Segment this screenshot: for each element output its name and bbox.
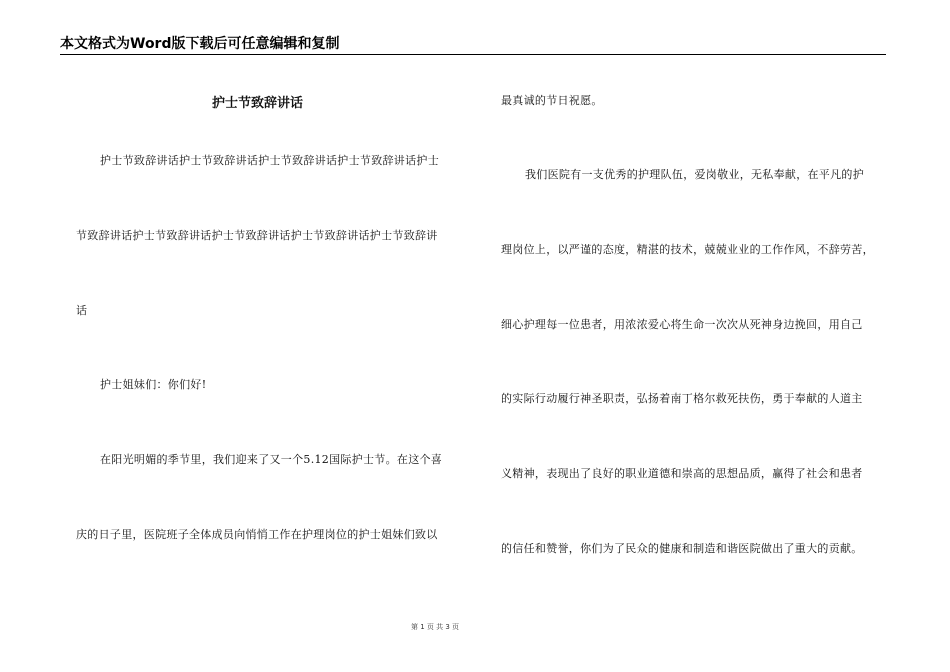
paragraph-line: 的信任和赞誉，你们为了民众的健康和制造和谐医院做出了重大的贡献。 [501,542,863,555]
paragraph-line: 在阳光明媚的季节里，我们迎来了又一个5.12国际护士节。在这个喜 [100,453,443,466]
paragraph-line: 细心护理每一位患者，用浓浓爱心将生命一次次从死神身边挽回，用自己 [501,318,863,331]
paragraph-line: 节致辞讲话护士节致辞讲话护士节致辞讲话护士节致辞讲话护士节致辞讲 [76,229,438,242]
page-number: 第 1 页 共 3 页 [410,623,460,631]
paragraph-line: 话 [76,304,88,317]
paragraph-line: 我们医院有一支优秀的护理队伍，爱岗敬业，无私奉献，在平凡的护 [525,168,864,181]
document-header: 本文格式为Word版下载后可任意编辑和复制 [60,36,340,52]
right-column [501,0,891,672]
greeting-line: 护士姐妹们：你们好! [100,378,207,391]
paragraph-line: 庆的日子里，医院班子全体成员向悄悄工作在护理岗位的护士姐妹们致以 [76,528,438,541]
paragraph-line: 的实际行动履行神圣职责，弘扬着南丁格尔救死扶伤，勇于奉献的人道主 [501,392,863,405]
paragraph-line: 理岗位上，以严谨的态度，精湛的技术，兢兢业业的工作作风，不辞劳苦， [501,243,874,256]
left-column [72,0,465,672]
paragraph-line: 护士节致辞讲话护士节致辞讲话护士节致辞讲话护士节致辞讲话护士 [100,154,439,167]
paragraph-line: 最真诚的节日祝愿。 [501,94,603,107]
document-title: 护士节致辞讲话 [212,96,304,111]
paragraph-line: 义精神，表现出了良好的职业道德和崇高的思想品质，赢得了社会和患者 [501,467,863,480]
